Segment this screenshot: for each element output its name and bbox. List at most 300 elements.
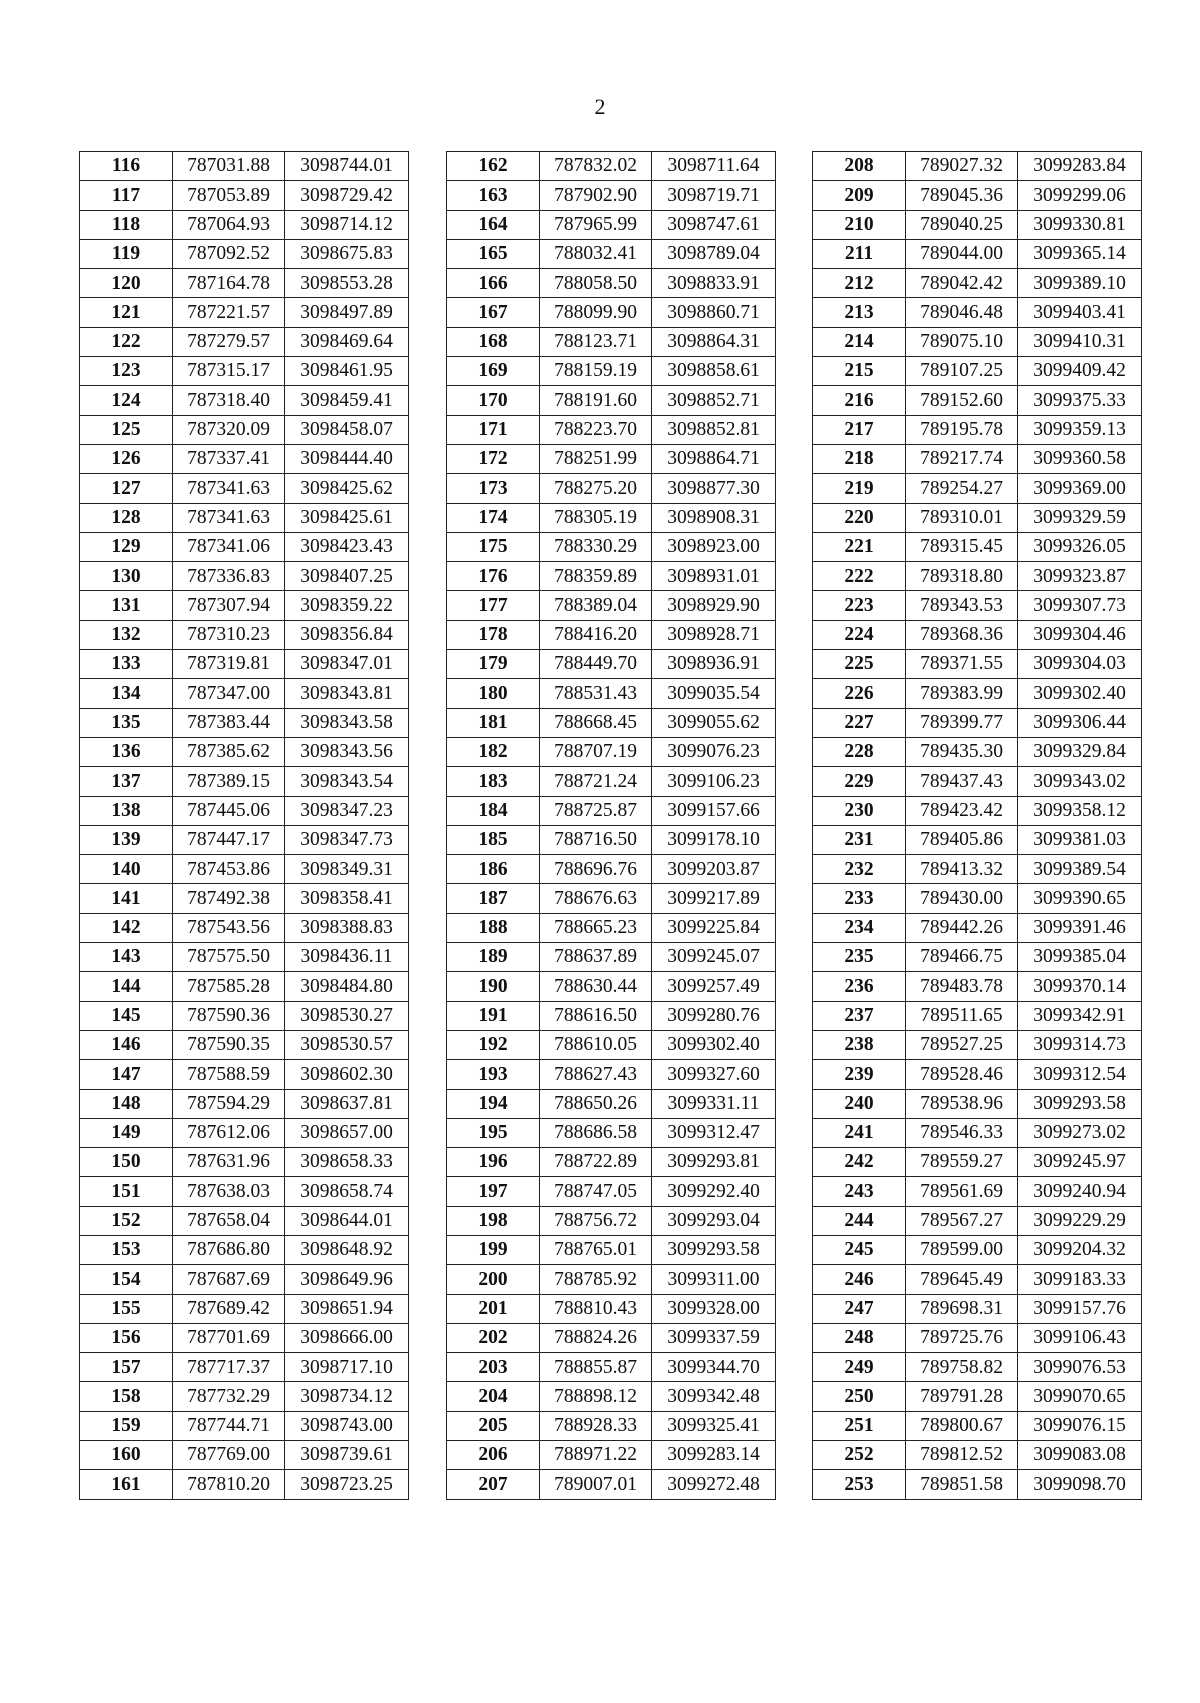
- point-number-cell: 250: [813, 1382, 906, 1411]
- table-row: [447, 1001, 776, 1030]
- point-number-cell: 192: [447, 1030, 540, 1059]
- table-row: [813, 562, 1142, 591]
- table-row: [447, 152, 776, 181]
- x-coordinate-cell: 787319.81: [173, 650, 285, 679]
- table-row: [80, 884, 409, 913]
- x-coordinate-cell: 787337.41: [173, 444, 285, 473]
- x-coordinate-cell: 787453.86: [173, 855, 285, 884]
- point-number-cell: 252: [813, 1441, 906, 1470]
- x-coordinate-cell: 789435.30: [906, 737, 1018, 766]
- y-coordinate-cell: 3099157.76: [1018, 1294, 1142, 1323]
- point-number-cell: 117: [80, 181, 173, 210]
- table-row: [80, 1030, 409, 1059]
- x-coordinate-cell: 787590.36: [173, 1001, 285, 1030]
- table-row: [813, 620, 1142, 649]
- x-coordinate-cell: 788810.43: [540, 1294, 652, 1323]
- point-number-cell: 244: [813, 1206, 906, 1235]
- point-number-cell: 251: [813, 1411, 906, 1440]
- y-coordinate-cell: 3098347.23: [285, 796, 409, 825]
- point-number-cell: 143: [80, 943, 173, 972]
- point-number-cell: 153: [80, 1235, 173, 1264]
- y-coordinate-cell: 3098343.56: [285, 737, 409, 766]
- table-row: [813, 415, 1142, 444]
- x-coordinate-cell: 787307.94: [173, 591, 285, 620]
- point-number-cell: 162: [447, 152, 540, 181]
- point-number-cell: 219: [813, 474, 906, 503]
- table-row: [447, 386, 776, 415]
- table-row: [80, 1411, 409, 1440]
- table-row: [813, 474, 1142, 503]
- point-number-cell: 157: [80, 1353, 173, 1382]
- point-number-cell: 171: [447, 415, 540, 444]
- table-row: [813, 1118, 1142, 1147]
- table-row: [447, 943, 776, 972]
- y-coordinate-cell: 3098833.91: [652, 269, 776, 298]
- x-coordinate-cell: 789567.27: [906, 1206, 1018, 1235]
- y-coordinate-cell: 3098666.00: [285, 1323, 409, 1352]
- point-number-cell: 242: [813, 1148, 906, 1177]
- point-number-cell: 125: [80, 415, 173, 444]
- point-number-cell: 159: [80, 1411, 173, 1440]
- y-coordinate-cell: 3099076.23: [652, 737, 776, 766]
- point-number-cell: 160: [80, 1441, 173, 1470]
- table-row: [80, 1148, 409, 1177]
- x-coordinate-cell: 789437.43: [906, 767, 1018, 796]
- y-coordinate-cell: 3099337.59: [652, 1323, 776, 1352]
- table-row: [80, 1118, 409, 1147]
- point-number-cell: 218: [813, 444, 906, 473]
- y-coordinate-cell: 3098497.89: [285, 298, 409, 327]
- table-row: [813, 1441, 1142, 1470]
- table-row: [447, 1118, 776, 1147]
- table-row: [80, 650, 409, 679]
- y-coordinate-cell: 3099272.48: [652, 1470, 776, 1499]
- table-row: [447, 1089, 776, 1118]
- y-coordinate-cell: 3099312.47: [652, 1118, 776, 1147]
- table-row: [447, 620, 776, 649]
- x-coordinate-cell: 788928.33: [540, 1411, 652, 1440]
- table-row: [813, 796, 1142, 825]
- y-coordinate-cell: 3098657.00: [285, 1118, 409, 1147]
- point-number-cell: 211: [813, 239, 906, 268]
- x-coordinate-cell: 789042.42: [906, 269, 1018, 298]
- point-number-cell: 202: [447, 1323, 540, 1352]
- y-coordinate-cell: 3099403.41: [1018, 298, 1142, 327]
- y-coordinate-cell: 3098908.31: [652, 503, 776, 532]
- y-coordinate-cell: 3098649.96: [285, 1265, 409, 1294]
- x-coordinate-cell: 789698.31: [906, 1294, 1018, 1323]
- y-coordinate-cell: 3099293.58: [1018, 1089, 1142, 1118]
- x-coordinate-cell: 788159.19: [540, 357, 652, 386]
- y-coordinate-cell: 3098923.00: [652, 532, 776, 561]
- table-row: [447, 210, 776, 239]
- x-coordinate-cell: 789075.10: [906, 327, 1018, 356]
- x-coordinate-cell: 787445.06: [173, 796, 285, 825]
- point-number-cell: 165: [447, 239, 540, 268]
- y-coordinate-cell: 3098343.54: [285, 767, 409, 796]
- table-row: [813, 239, 1142, 268]
- table-row: [813, 943, 1142, 972]
- table-row: [80, 943, 409, 972]
- point-number-cell: 195: [447, 1118, 540, 1147]
- table-row: [447, 737, 776, 766]
- table-row: [80, 1470, 409, 1499]
- x-coordinate-cell: 788855.87: [540, 1353, 652, 1382]
- x-coordinate-cell: 788725.87: [540, 796, 652, 825]
- y-coordinate-cell: 3099330.81: [1018, 210, 1142, 239]
- x-coordinate-cell: 788898.12: [540, 1382, 652, 1411]
- point-number-cell: 124: [80, 386, 173, 415]
- y-coordinate-cell: 3098675.83: [285, 239, 409, 268]
- y-coordinate-cell: 3099326.05: [1018, 532, 1142, 561]
- table-row: [80, 1060, 409, 1089]
- point-number-cell: 189: [447, 943, 540, 972]
- table-row: [447, 591, 776, 620]
- table-row: [447, 1148, 776, 1177]
- y-coordinate-cell: 3099359.13: [1018, 415, 1142, 444]
- point-number-cell: 144: [80, 972, 173, 1001]
- table-row: [80, 298, 409, 327]
- x-coordinate-cell: 789343.53: [906, 591, 1018, 620]
- x-coordinate-cell: 787221.57: [173, 298, 285, 327]
- x-coordinate-cell: 788416.20: [540, 620, 652, 649]
- point-number-cell: 177: [447, 591, 540, 620]
- x-coordinate-cell: 787389.15: [173, 767, 285, 796]
- table-row: [813, 708, 1142, 737]
- point-number-cell: 194: [447, 1089, 540, 1118]
- point-number-cell: 241: [813, 1118, 906, 1147]
- point-number-cell: 119: [80, 239, 173, 268]
- point-number-cell: 240: [813, 1089, 906, 1118]
- table-row: [813, 972, 1142, 1001]
- y-coordinate-cell: 3098347.73: [285, 825, 409, 854]
- point-number-cell: 145: [80, 1001, 173, 1030]
- table-row: [80, 532, 409, 561]
- point-number-cell: 156: [80, 1323, 173, 1352]
- point-number-cell: 237: [813, 1001, 906, 1030]
- y-coordinate-cell: 3098936.91: [652, 650, 776, 679]
- x-coordinate-cell: 788668.45: [540, 708, 652, 737]
- x-coordinate-cell: 789007.01: [540, 1470, 652, 1499]
- y-coordinate-cell: 3098739.61: [285, 1441, 409, 1470]
- y-coordinate-cell: 3098347.01: [285, 650, 409, 679]
- x-coordinate-cell: 789725.76: [906, 1323, 1018, 1352]
- x-coordinate-cell: 787965.99: [540, 210, 652, 239]
- x-coordinate-cell: 789559.27: [906, 1148, 1018, 1177]
- y-coordinate-cell: 3099076.53: [1018, 1353, 1142, 1382]
- y-coordinate-cell: 3098719.71: [652, 181, 776, 210]
- y-coordinate-cell: 3099106.43: [1018, 1323, 1142, 1352]
- y-coordinate-cell: 3099257.49: [652, 972, 776, 1001]
- x-coordinate-cell: 788058.50: [540, 269, 652, 298]
- point-number-cell: 141: [80, 884, 173, 913]
- table-row: [813, 855, 1142, 884]
- x-coordinate-cell: 787447.17: [173, 825, 285, 854]
- x-coordinate-cell: 788747.05: [540, 1177, 652, 1206]
- y-coordinate-cell: 3098444.40: [285, 444, 409, 473]
- point-number-cell: 215: [813, 357, 906, 386]
- table-row: [813, 269, 1142, 298]
- table-row: [447, 796, 776, 825]
- table-row: [447, 1206, 776, 1235]
- table-row: [447, 913, 776, 942]
- point-number-cell: 128: [80, 503, 173, 532]
- y-coordinate-cell: 3098425.61: [285, 503, 409, 532]
- point-number-cell: 217: [813, 415, 906, 444]
- y-coordinate-cell: 3098928.71: [652, 620, 776, 649]
- table-row: [813, 357, 1142, 386]
- x-coordinate-cell: 788610.05: [540, 1030, 652, 1059]
- table-row: [80, 796, 409, 825]
- y-coordinate-cell: 3098743.00: [285, 1411, 409, 1440]
- x-coordinate-cell: 789046.48: [906, 298, 1018, 327]
- table-row: [80, 855, 409, 884]
- x-coordinate-cell: 788696.76: [540, 855, 652, 884]
- point-number-cell: 190: [447, 972, 540, 1001]
- y-coordinate-cell: 3099302.40: [1018, 679, 1142, 708]
- y-coordinate-cell: 3098747.61: [652, 210, 776, 239]
- table-row: [447, 1382, 776, 1411]
- point-number-cell: 196: [447, 1148, 540, 1177]
- x-coordinate-cell: 788616.50: [540, 1001, 652, 1030]
- x-coordinate-cell: 787318.40: [173, 386, 285, 415]
- table-row: [447, 1060, 776, 1089]
- y-coordinate-cell: 3098877.30: [652, 474, 776, 503]
- x-coordinate-cell: 787492.38: [173, 884, 285, 913]
- table-row: [813, 591, 1142, 620]
- y-coordinate-cell: 3099329.84: [1018, 737, 1142, 766]
- table-row: [813, 1294, 1142, 1323]
- y-coordinate-cell: 3099293.58: [652, 1235, 776, 1264]
- table-row: [80, 1353, 409, 1382]
- x-coordinate-cell: 787543.56: [173, 913, 285, 942]
- y-coordinate-cell: 3099157.66: [652, 796, 776, 825]
- point-number-cell: 120: [80, 269, 173, 298]
- point-number-cell: 168: [447, 327, 540, 356]
- table-row: [813, 1323, 1142, 1352]
- x-coordinate-cell: 788756.72: [540, 1206, 652, 1235]
- coordinate-table-3: [812, 151, 1142, 1500]
- point-number-cell: 230: [813, 796, 906, 825]
- x-coordinate-cell: 787320.09: [173, 415, 285, 444]
- table-row: [813, 1411, 1142, 1440]
- y-coordinate-cell: 3098931.01: [652, 562, 776, 591]
- table-row: [813, 532, 1142, 561]
- y-coordinate-cell: 3098469.64: [285, 327, 409, 356]
- y-coordinate-cell: 3098358.41: [285, 884, 409, 913]
- point-number-cell: 208: [813, 152, 906, 181]
- table-row: [80, 767, 409, 796]
- point-number-cell: 152: [80, 1206, 173, 1235]
- x-coordinate-cell: 788389.04: [540, 591, 652, 620]
- table-row: [447, 327, 776, 356]
- y-coordinate-cell: 3098530.57: [285, 1030, 409, 1059]
- page-number: 2: [594, 94, 606, 119]
- point-number-cell: 158: [80, 1382, 173, 1411]
- x-coordinate-cell: 789195.78: [906, 415, 1018, 444]
- x-coordinate-cell: 787031.88: [173, 152, 285, 181]
- point-number-cell: 236: [813, 972, 906, 1001]
- x-coordinate-cell: 789399.77: [906, 708, 1018, 737]
- y-coordinate-cell: 3099293.04: [652, 1206, 776, 1235]
- x-coordinate-cell: 789405.86: [906, 825, 1018, 854]
- point-number-cell: 245: [813, 1235, 906, 1264]
- x-coordinate-cell: 787701.69: [173, 1323, 285, 1352]
- y-coordinate-cell: 3099302.40: [652, 1030, 776, 1059]
- x-coordinate-cell: 789423.42: [906, 796, 1018, 825]
- point-number-cell: 175: [447, 532, 540, 561]
- x-coordinate-cell: 787612.06: [173, 1118, 285, 1147]
- y-coordinate-cell: 3098349.31: [285, 855, 409, 884]
- table-row: [447, 679, 776, 708]
- x-coordinate-cell: 789546.33: [906, 1118, 1018, 1147]
- x-coordinate-cell: 789107.25: [906, 357, 1018, 386]
- y-coordinate-cell: 3098425.62: [285, 474, 409, 503]
- x-coordinate-cell: 788330.29: [540, 532, 652, 561]
- y-coordinate-cell: 3098744.01: [285, 152, 409, 181]
- y-coordinate-cell: 3098648.92: [285, 1235, 409, 1264]
- point-number-cell: 226: [813, 679, 906, 708]
- point-number-cell: 193: [447, 1060, 540, 1089]
- table-row: [447, 1470, 776, 1499]
- x-coordinate-cell: 789315.45: [906, 532, 1018, 561]
- x-coordinate-cell: 788123.71: [540, 327, 652, 356]
- y-coordinate-cell: 3098711.64: [652, 152, 776, 181]
- y-coordinate-cell: 3098407.25: [285, 562, 409, 591]
- table-row: [80, 1323, 409, 1352]
- point-number-cell: 172: [447, 444, 540, 473]
- y-coordinate-cell: 3099342.91: [1018, 1001, 1142, 1030]
- x-coordinate-cell: 788223.70: [540, 415, 652, 444]
- table-row: [813, 1353, 1142, 1382]
- point-number-cell: 137: [80, 767, 173, 796]
- table-row: [447, 239, 776, 268]
- x-coordinate-cell: 788359.89: [540, 562, 652, 591]
- table-row: [80, 210, 409, 239]
- y-coordinate-cell: 3099273.02: [1018, 1118, 1142, 1147]
- x-coordinate-cell: 787064.93: [173, 210, 285, 239]
- y-coordinate-cell: 3099365.14: [1018, 239, 1142, 268]
- point-number-cell: 155: [80, 1294, 173, 1323]
- y-coordinate-cell: 3099360.58: [1018, 444, 1142, 473]
- table-row: [813, 1265, 1142, 1294]
- point-number-cell: 151: [80, 1177, 173, 1206]
- point-number-cell: 164: [447, 210, 540, 239]
- y-coordinate-cell: 3098714.12: [285, 210, 409, 239]
- y-coordinate-cell: 3098356.84: [285, 620, 409, 649]
- y-coordinate-cell: 3099328.00: [652, 1294, 776, 1323]
- x-coordinate-cell: 789217.74: [906, 444, 1018, 473]
- point-number-cell: 205: [447, 1411, 540, 1440]
- y-coordinate-cell: 3098359.22: [285, 591, 409, 620]
- table-row: [447, 269, 776, 298]
- point-number-cell: 118: [80, 210, 173, 239]
- y-coordinate-cell: 3099299.06: [1018, 181, 1142, 210]
- y-coordinate-cell: 3098864.31: [652, 327, 776, 356]
- x-coordinate-cell: 788637.89: [540, 943, 652, 972]
- table-row: [813, 1382, 1142, 1411]
- point-number-cell: 253: [813, 1470, 906, 1499]
- table-row: [447, 855, 776, 884]
- point-number-cell: 178: [447, 620, 540, 649]
- point-number-cell: 166: [447, 269, 540, 298]
- table-row: [447, 298, 776, 327]
- x-coordinate-cell: 787588.59: [173, 1060, 285, 1089]
- point-number-cell: 235: [813, 943, 906, 972]
- point-number-cell: 150: [80, 1148, 173, 1177]
- table-row: [80, 562, 409, 591]
- table-row: [80, 972, 409, 1001]
- point-number-cell: 163: [447, 181, 540, 210]
- table-row: [80, 591, 409, 620]
- point-number-cell: 154: [80, 1265, 173, 1294]
- table-row: [447, 357, 776, 386]
- y-coordinate-cell: 3098651.94: [285, 1294, 409, 1323]
- table-row: [813, 1177, 1142, 1206]
- x-coordinate-cell: 788627.43: [540, 1060, 652, 1089]
- x-coordinate-cell: 787590.35: [173, 1030, 285, 1059]
- y-coordinate-cell: 3099311.00: [652, 1265, 776, 1294]
- point-number-cell: 138: [80, 796, 173, 825]
- point-number-cell: 214: [813, 327, 906, 356]
- table-row: [813, 298, 1142, 327]
- point-number-cell: 225: [813, 650, 906, 679]
- point-number-cell: 224: [813, 620, 906, 649]
- y-coordinate-cell: 3099245.07: [652, 943, 776, 972]
- x-coordinate-cell: 789310.01: [906, 503, 1018, 532]
- x-coordinate-cell: 788251.99: [540, 444, 652, 473]
- point-number-cell: 229: [813, 767, 906, 796]
- table-row: [447, 1235, 776, 1264]
- x-coordinate-cell: 789318.80: [906, 562, 1018, 591]
- y-coordinate-cell: 3099304.46: [1018, 620, 1142, 649]
- y-coordinate-cell: 3099055.62: [652, 708, 776, 737]
- y-coordinate-cell: 3098343.58: [285, 708, 409, 737]
- y-coordinate-cell: 3099280.76: [652, 1001, 776, 1030]
- y-coordinate-cell: 3098789.04: [652, 239, 776, 268]
- x-coordinate-cell: 787585.28: [173, 972, 285, 1001]
- point-number-cell: 249: [813, 1353, 906, 1382]
- table-row: [447, 1030, 776, 1059]
- x-coordinate-cell: 788676.63: [540, 884, 652, 913]
- x-coordinate-cell: 787902.90: [540, 181, 652, 210]
- y-coordinate-cell: 3099381.03: [1018, 825, 1142, 854]
- point-number-cell: 187: [447, 884, 540, 913]
- x-coordinate-cell: 787347.00: [173, 679, 285, 708]
- y-coordinate-cell: 3099178.10: [652, 825, 776, 854]
- x-coordinate-cell: 789645.49: [906, 1265, 1018, 1294]
- x-coordinate-cell: 789045.36: [906, 181, 1018, 210]
- point-number-cell: 188: [447, 913, 540, 942]
- x-coordinate-cell: 789413.32: [906, 855, 1018, 884]
- table-row: [447, 1441, 776, 1470]
- y-coordinate-cell: 3098852.71: [652, 386, 776, 415]
- x-coordinate-cell: 788449.70: [540, 650, 652, 679]
- point-number-cell: 223: [813, 591, 906, 620]
- y-coordinate-cell: 3099410.31: [1018, 327, 1142, 356]
- y-coordinate-cell: 3099358.12: [1018, 796, 1142, 825]
- table-row: [447, 884, 776, 913]
- x-coordinate-cell: 787689.42: [173, 1294, 285, 1323]
- y-coordinate-cell: 3099293.81: [652, 1148, 776, 1177]
- x-coordinate-cell: 787315.17: [173, 357, 285, 386]
- y-coordinate-cell: 3099076.15: [1018, 1411, 1142, 1440]
- x-coordinate-cell: 789800.67: [906, 1411, 1018, 1440]
- point-number-cell: 183: [447, 767, 540, 796]
- x-coordinate-cell: 787341.63: [173, 474, 285, 503]
- table-row: [813, 767, 1142, 796]
- point-number-cell: 170: [447, 386, 540, 415]
